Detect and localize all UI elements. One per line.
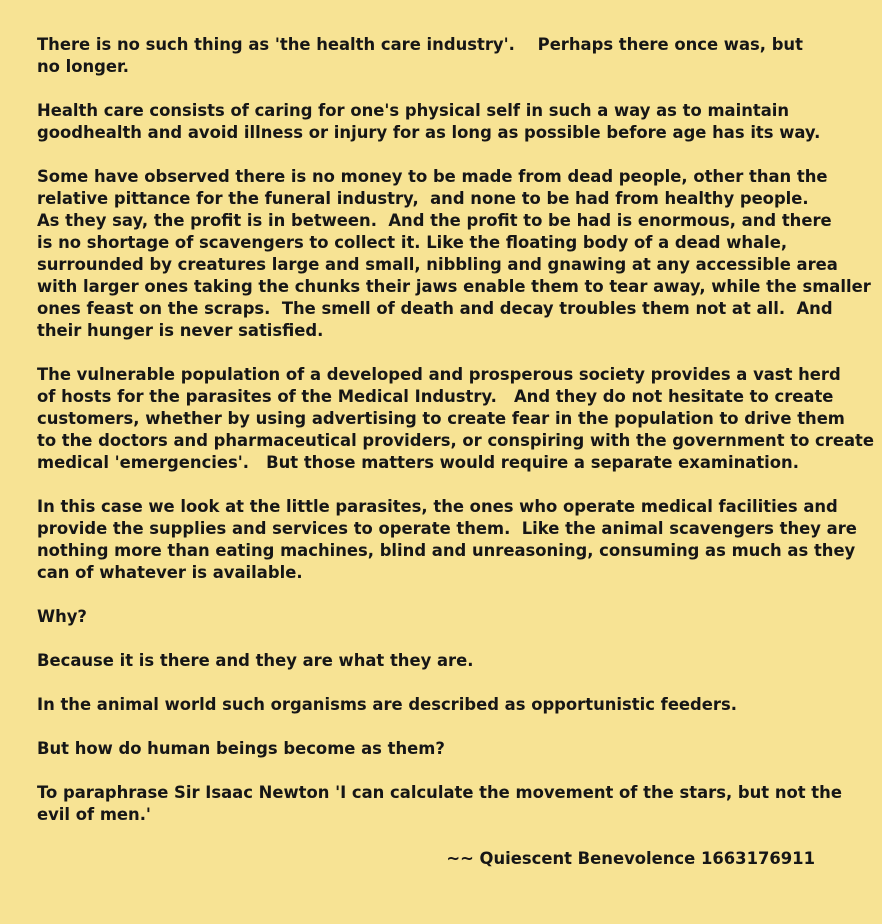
text-line: goodhealth and avoid illness or injury for as long as possible before age has its way. <box>37 123 821 142</box>
text-line: The vulnerable population of a developed and prosperous society provides a vast herd <box>37 365 841 384</box>
paragraph <box>37 738 862 760</box>
text-line: Health care consists of caring for one's physical self in such a way as to maintain <box>37 101 790 120</box>
signature: ~~ Quiescent Benevolence 1663176911 <box>446 849 815 868</box>
text-line: To paraphrase Sir Isaac Newton 'I can calculate the movement of the stars, but not the <box>37 783 842 802</box>
text-line: evil of men.' <box>37 805 151 824</box>
text-line: provide the supplies and services to operate them. Like the animal scavengers they are <box>37 519 857 538</box>
paragraph <box>37 782 862 826</box>
text-line: There is no such thing as 'the health care industry'. Perhaps there once was, but <box>37 35 803 54</box>
text-line: In the animal world such organisms are described as opportunistic feeders. <box>37 695 737 714</box>
text-line: surrounded by creatures large and small, nibbling and gnawing at any accessible area <box>37 255 838 274</box>
text-line: with larger ones taking the chunks their jaws enable them to tear away, while the smaller <box>37 277 871 296</box>
text-line: Some have observed there is no money to be made from dead people, other than the <box>37 167 828 186</box>
text-line: customers, whether by using advertising to create fear in the population to drive them <box>37 409 845 428</box>
text-line: Why? <box>37 607 87 626</box>
text-line: to the doctors and pharmaceutical providers, or conspiring with the government to create <box>37 431 874 450</box>
text-line: no longer. <box>37 57 130 76</box>
paragraph <box>37 606 862 628</box>
paragraph <box>37 364 874 474</box>
document-body <box>37 34 874 826</box>
text-line: nothing more than eating machines, blind and unreasoning, consuming as much as they <box>37 541 856 560</box>
paragraph <box>37 650 862 672</box>
text-line: ones feast on the scraps. The smell of death and decay troubles them not at all. And <box>37 299 833 318</box>
paragraph <box>37 496 862 584</box>
paragraph <box>37 166 871 342</box>
text-line: As they say, the profit is in between. And the profit to be had is enormous, and there <box>37 211 832 230</box>
text-line: relative pittance for the funeral industry, and none to be had from healthy people. <box>37 189 809 208</box>
text-line: Because it is there and they are what they are. <box>37 651 474 670</box>
text-line: In this case we look at the little parasites, the ones who operate medical facilities and <box>37 497 838 516</box>
text-line: their hunger is never satisfied. <box>37 321 324 340</box>
text-line: of hosts for the parasites of the Medical Industry. And they do not hesitate to create <box>37 387 834 406</box>
text-line: is no shortage of scavengers to collect it. Like the floating body of a dead whale, <box>37 233 788 252</box>
paragraph <box>37 694 862 716</box>
text-line: medical 'emergencies'. But those matters would require a separate examination. <box>37 453 799 472</box>
text-line: But how do human beings become as them? <box>37 739 445 758</box>
text-line: can of whatever is available. <box>37 563 303 582</box>
paragraph <box>37 34 862 78</box>
paragraph <box>37 100 862 144</box>
